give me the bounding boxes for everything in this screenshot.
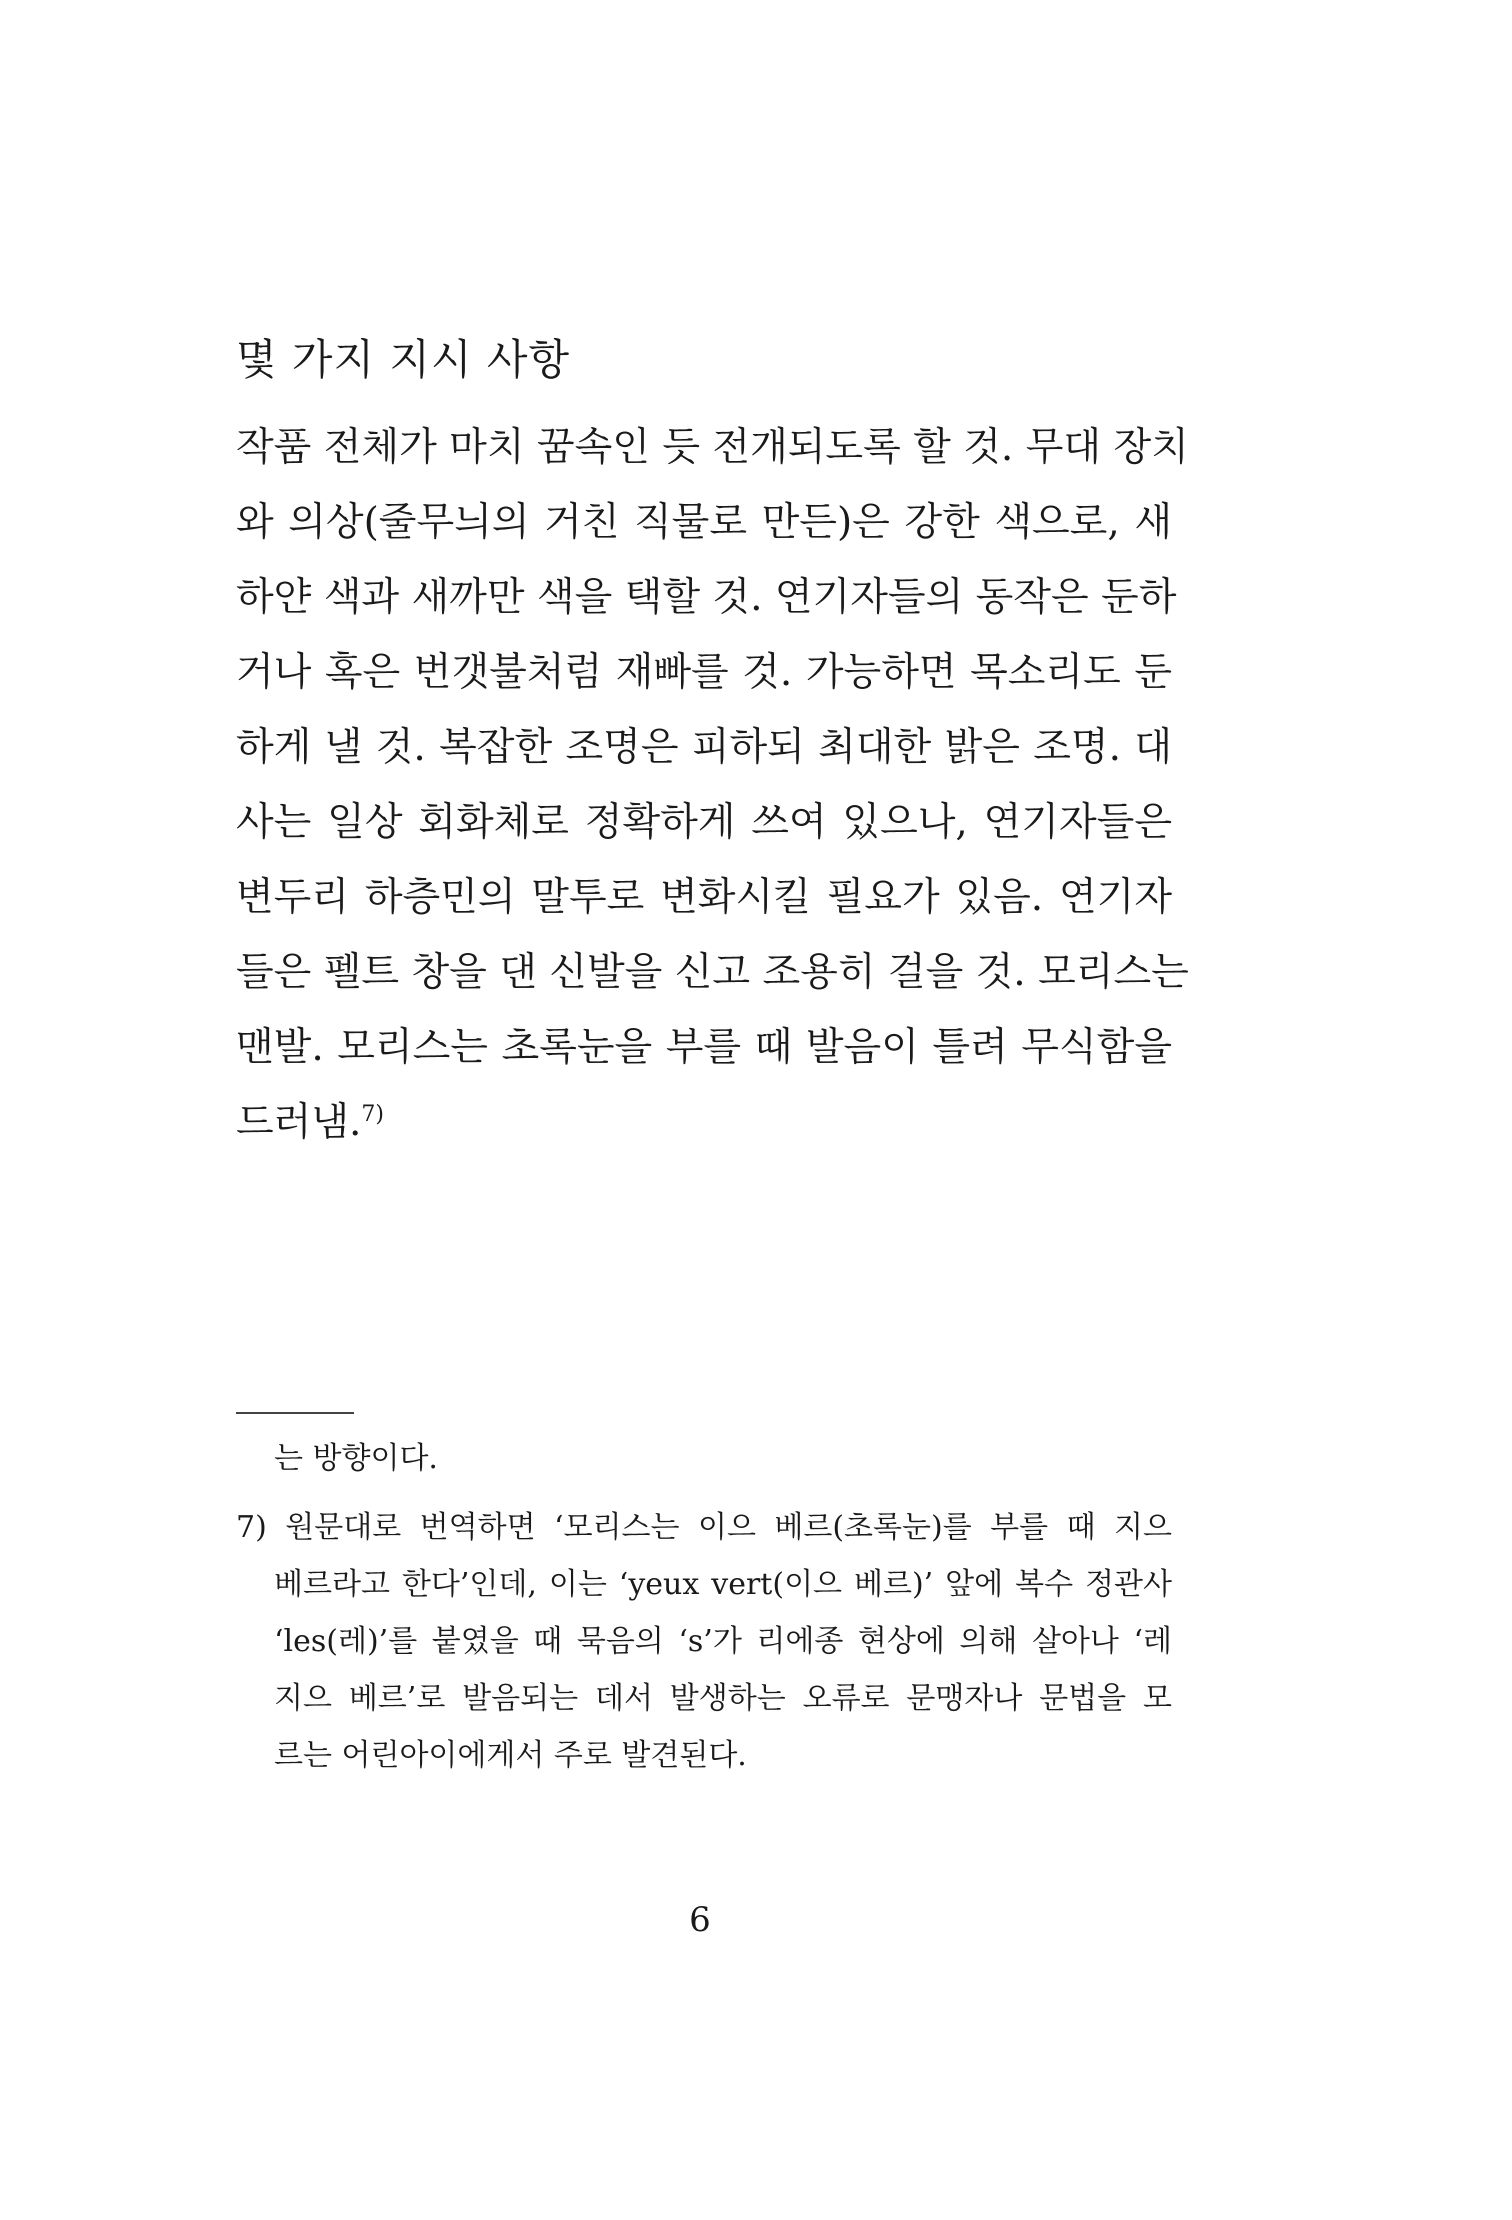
body-line: 하게 낼 것. 복잡한 조명은 피하되 최대한 밝은 조명. 대	[236, 725, 1172, 770]
body-line: 맨발. 모리스는 초록눈을 부를 때 발음이 틀려 무식함을	[236, 1025, 1172, 1070]
footnote-marker: 7)	[236, 1510, 267, 1545]
footnote-line: 르는 어린아이에게서 주로 발견된다.	[274, 1738, 747, 1773]
body-paragraph	[236, 410, 1236, 1160]
section-heading: 몇 가지 지시 사항	[236, 335, 571, 384]
body-line-text: 드러냄.	[236, 1100, 362, 1145]
footnote-line: 베르라고 한다’인데, 이는 ‘yeux vert(이으 베르)’ 앞에 복수 정관사	[274, 1567, 1172, 1602]
body-line: 하얀 색과 새까만 색을 택할 것. 연기자들의 동작은 둔하	[236, 575, 1177, 620]
footnote-continuation: 는 방향이다.	[274, 1441, 438, 1476]
footnote-reference[interactable]: 7)	[361, 1102, 385, 1127]
body-line: 거나 혹은 번갯불처럼 재빠를 것. 가능하면 목소리도 둔	[236, 650, 1172, 695]
footnote-line: 지으 베르’로 발음되는 데서 발생하는 오류로 문맹자나 문법을 모	[274, 1681, 1172, 1716]
body-line: 와 의상(줄무늬의 거친 직물로 만든)은 강한 색으로, 새	[236, 500, 1172, 545]
body-line: 들은 펠트 창을 댄 신발을 신고 조용히 걸을 것. 모리스는	[236, 950, 1189, 995]
page-number: 6	[689, 1900, 711, 1940]
body-line-last	[236, 1085, 1172, 1160]
body-line: 사는 일상 회화체로 정확하게 쓰여 있으나, 연기자들은	[236, 800, 1172, 845]
footnotes-section	[236, 1430, 1196, 1784]
body-line: 변두리 하층민의 말투로 변화시킬 필요가 있음. 연기자	[236, 875, 1172, 920]
body-line: 작품 전체가 마치 꿈속인 듯 전개되도록 할 것. 무대 장치	[236, 425, 1189, 470]
footnote-line: ‘les(레)’를 붙였을 때 묵음의 ‘s’가 리에종 현상에 의해 살아나 ‘레	[274, 1624, 1172, 1659]
footnote-divider	[236, 1412, 354, 1414]
footnote-line-text: 원문대로 번역하면 ‘모리스는 이으 베르(초록눈)를 부를 때 지으	[285, 1510, 1172, 1545]
footnote-item-7	[236, 1499, 1196, 1784]
footnote-line	[236, 1499, 1172, 1556]
